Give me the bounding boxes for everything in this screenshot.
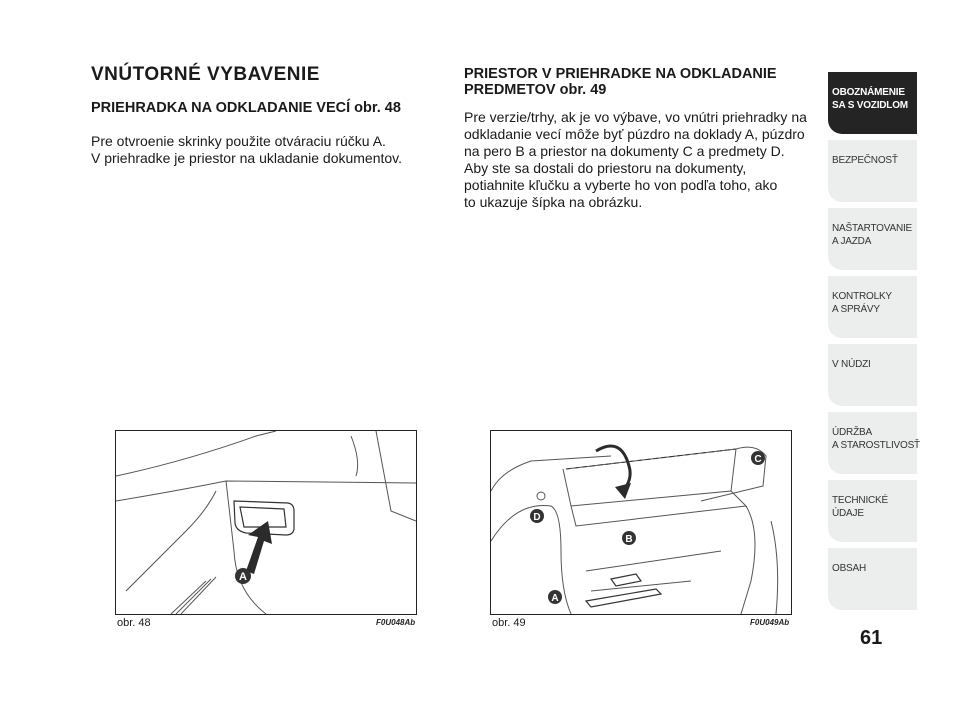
text-line: Pre otvroenie skrinky použite otváraciu rúčku A. <box>91 133 386 149</box>
tab-label: NAŠTARTOVANIE <box>832 223 913 234</box>
tab-udrzba[interactable] <box>828 412 920 474</box>
label-b: B <box>625 534 633 545</box>
tab-technicke-udaje[interactable] <box>828 480 917 542</box>
section-heading: VNÚTORNÉ VYBAVENIE <box>91 64 320 85</box>
tab-label: ÚDRŽBA <box>832 427 872 438</box>
tab-kontrolky[interactable] <box>828 276 917 338</box>
label-d: D <box>533 512 541 523</box>
text-line: odkladanie vecí môže byť púzdro na doklady A, púzdro <box>464 126 805 142</box>
glovebox-handle-drawing <box>116 431 416 614</box>
figure-48-code: F0U048Ab <box>376 618 416 627</box>
tab-nastartovanie[interactable] <box>828 208 917 270</box>
curved-arrow-icon <box>596 446 631 499</box>
tab-label: TECHNICKÉ <box>832 495 888 506</box>
tab-label: ÚDAJE <box>832 508 864 519</box>
text-line: Aby ste sa dostali do priestoru na dokumenty, <box>464 160 747 176</box>
figure-48-illustration <box>115 430 417 615</box>
label-a: A <box>239 571 247 583</box>
tab-label: SA S VOZIDLOM <box>832 100 908 111</box>
tab-label: A SPRÁVY <box>832 304 880 315</box>
figure-49-code: F0U049Ab <box>750 618 790 627</box>
tab-label: OBSAH <box>832 563 867 574</box>
chapter-tabs <box>828 72 920 616</box>
label-c: C <box>754 454 762 465</box>
tab-bezpecnost[interactable] <box>828 140 917 202</box>
tab-label: V NÚDZI <box>832 359 871 370</box>
glovebox-storage-text <box>464 109 819 211</box>
page-number: 61 <box>860 627 883 649</box>
figure-49-caption: obr. 49 <box>492 617 526 629</box>
tab-v-nudzi[interactable] <box>828 344 917 406</box>
tab-label: OBOZNÁMENIE <box>832 87 905 98</box>
tab-obsah[interactable] <box>828 548 917 610</box>
figure-48-caption: obr. 48 <box>117 617 151 629</box>
glovebox-storage-drawing <box>491 431 791 614</box>
tab-oboznamenie[interactable] <box>828 72 917 134</box>
text-line: V priehradke je priestor na ukladanie dokumentov. <box>91 150 403 166</box>
glovebox-storage-heading: PRIESTOR V PRIEHRADKE NA ODKLADANIE PREDMETOV obr. 49 <box>464 66 777 98</box>
tab-label: A JAZDA <box>832 236 872 247</box>
label-a: A <box>551 593 559 604</box>
tab-label: BEZPEČNOSŤ <box>832 155 898 166</box>
tab-label: KONTROLKY <box>832 291 892 302</box>
text-line: potiahnite kľučku a vyberte ho von podľa toho, ako <box>464 177 778 193</box>
text-line: to ukazuje šípka na obrázku. <box>464 194 643 210</box>
figure-49-illustration <box>490 430 792 615</box>
tab-label: A STAROSTLIVOSŤ <box>832 440 920 451</box>
glovebox-heading: PRIEHRADKA NA ODKLADANIE VECÍ obr. 48 <box>91 100 401 116</box>
arrow-icon <box>246 521 272 574</box>
text-line: na pero B a priestor na dokumenty C a predmety D. <box>464 143 785 159</box>
text-line: Pre verzie/trhy, ak je vo výbave, vo vnútri priehradky na <box>464 109 807 125</box>
glovebox-text <box>91 133 441 167</box>
